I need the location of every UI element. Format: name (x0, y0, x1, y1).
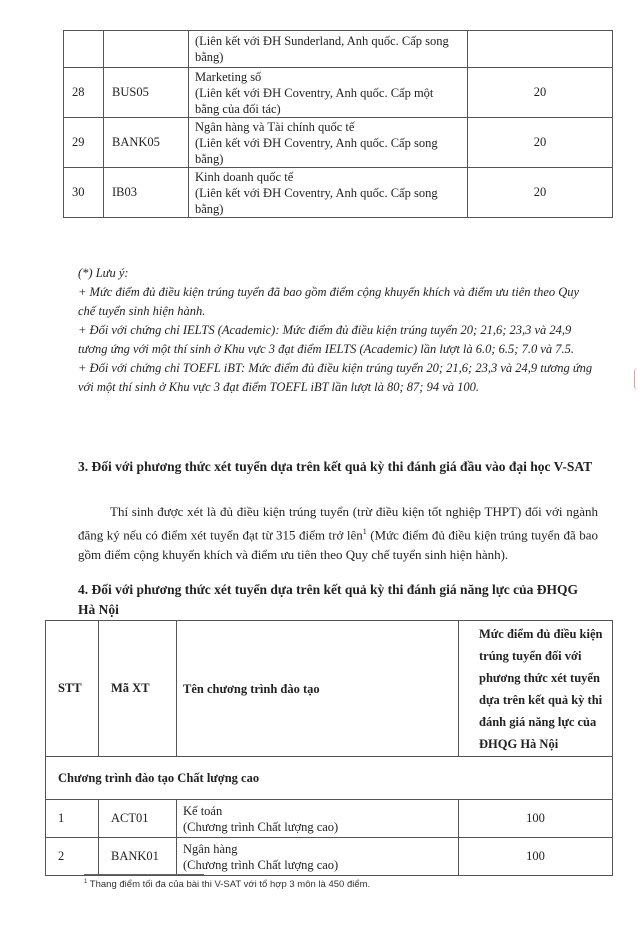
header-score-line: đánh giá năng lực của (479, 714, 597, 729)
section-4-heading: 4. Đối với phương thức xét tuyển dựa trên kết quả kỳ thi đánh giá năng lực của ĐHQG Hà Nội (78, 582, 579, 617)
program-line: (Liên kết với ĐH Coventry, Anh quốc. Cấp song (195, 135, 438, 150)
stt-cell: 2 (46, 838, 99, 876)
stt-cell: 29 (64, 118, 104, 168)
table-header-row (46, 621, 613, 757)
program-line: (Liên kết với ĐH Coventry, Anh quốc. Cấp song (195, 185, 438, 200)
table-row (64, 31, 613, 68)
header-code: Mã XT (99, 621, 177, 757)
section-3-paragraph (78, 502, 598, 565)
table-row (46, 800, 613, 838)
category-cell: Chương trình đào tạo Chất lượng cao (46, 757, 613, 800)
program-line: bằng) (195, 151, 224, 166)
program-cell (189, 31, 468, 68)
program-cell (177, 800, 459, 838)
score-cell: 20 (468, 168, 613, 218)
header-score-line: dựa trên kết quả kỳ thi (479, 692, 603, 707)
program-cell (189, 118, 468, 168)
footnote-divider (84, 874, 204, 875)
program-cell (189, 168, 468, 218)
score-cell: 20 (468, 118, 613, 168)
code-cell: BANK01 (99, 838, 177, 876)
header-score-line: Mức điểm đủ điều kiện (479, 626, 603, 641)
section-3-heading: 3. Đối với phương thức xét tuyển dựa trên kết quả kỳ thi đánh giá đầu vào đại học V-SAT (78, 459, 593, 474)
code-cell: IB03 (104, 168, 189, 218)
table-row (64, 118, 613, 168)
paragraph-text: (Mức điểm đủ điều kiện trúng tuyển đã bao gồm điểm cộng khuyến khích và điểm ưu tiên theo Quy chế tuyển sinh hiện hành). (78, 527, 598, 563)
table-row (64, 68, 613, 118)
code-cell (104, 31, 189, 68)
scan-edge-mark (634, 368, 640, 390)
code-cell: ACT01 (99, 800, 177, 838)
program-line: bằng của đối tác) (195, 101, 281, 116)
header-score (459, 621, 613, 757)
footnote (84, 879, 370, 890)
score-cell: 100 (459, 800, 613, 838)
program-line: Kinh doanh quốc tế (195, 169, 294, 184)
category-row (46, 757, 613, 800)
note-item: + Đối với chứng chỉ IELTS (Academic): Mức điểm đủ điều kiện trúng tuyển 20; 21,6; 23,3 và 24,9 tương ứng với một thí sinh ở Khu vực 3 đạt điểm IELTS (Academic) lần lượt là 6.0; 6.5; 7.0 và 7.5. (78, 323, 575, 356)
program-line: (Liên kết với ĐH Coventry, Anh quốc. Cấp một (195, 85, 434, 100)
notes-block (78, 264, 598, 397)
score-cell: 100 (459, 838, 613, 876)
program-line: Kế toán (183, 803, 223, 818)
program-line: bằng) (195, 201, 224, 216)
stt-cell (64, 31, 104, 68)
stt-cell: 28 (64, 68, 104, 118)
program-line: Marketing số (195, 69, 262, 84)
program-line: Ngân hàng và Tài chính quốc tế (195, 119, 355, 134)
footnote-text: Thang điểm tối đa của bài thi V-SAT với tổ hợp 3 môn là 450 điểm. (87, 879, 371, 891)
stt-cell: 30 (64, 168, 104, 218)
code-cell: BANK05 (104, 118, 189, 168)
score-cell (468, 31, 613, 68)
program-line: Ngân hàng (183, 841, 238, 856)
footnote-marker: 1 (362, 527, 367, 536)
header-score-line: trúng tuyển đối với (479, 648, 582, 663)
admission-table-continued (63, 30, 613, 218)
score-cell: 20 (468, 68, 613, 118)
program-line: (Liên kết với ĐH Sunderland, Anh quốc. Cấp song (195, 34, 449, 48)
table-row (46, 838, 613, 876)
note-item: + Đối với chứng chỉ TOEFL iBT: Mức điểm đủ điều kiện trúng tuyển 20; 21,6; 23,3 và 24,9 tương ứng với một thí sinh ở Khu vực 3 đạt điểm TOEFL iBT lần lượt là 80; 87; 94 và 100. (78, 361, 593, 394)
header-score-line: ĐHQG Hà Nội (479, 736, 559, 751)
program-line: (Chương trình Chất lượng cao) (183, 857, 339, 872)
program-cell (189, 68, 468, 118)
header-score-line: phương thức xét tuyển (479, 670, 600, 685)
program-line: (Chương trình Chất lượng cao) (183, 819, 339, 834)
stt-cell: 1 (46, 800, 99, 838)
header-program: Tên chương trình đào tạo (177, 621, 459, 757)
table-row (64, 168, 613, 218)
dhqg-score-table (45, 620, 613, 876)
header-stt: STT (46, 621, 99, 757)
footnote-number: 1 (84, 879, 88, 885)
code-cell: BUS05 (104, 68, 189, 118)
note-item: + Mức điểm đủ điều kiện trúng tuyển đã bao gồm điểm cộng khuyến khích và điểm ưu tiên theo Quy chế tuyển sinh hiện hành. (78, 285, 580, 318)
program-cell (177, 838, 459, 876)
program-line: bằng) (195, 50, 224, 64)
paragraph-text: Thí sinh được xét là đủ điều kiện trúng tuyển (trừ điều kiện tốt nghiệp THPT) đối với ngành đăng ký nếu có điểm xét tuyển đạt từ 315 điểm trở lên (78, 504, 598, 543)
notes-title: (*) Lưu ý: (78, 266, 129, 280)
